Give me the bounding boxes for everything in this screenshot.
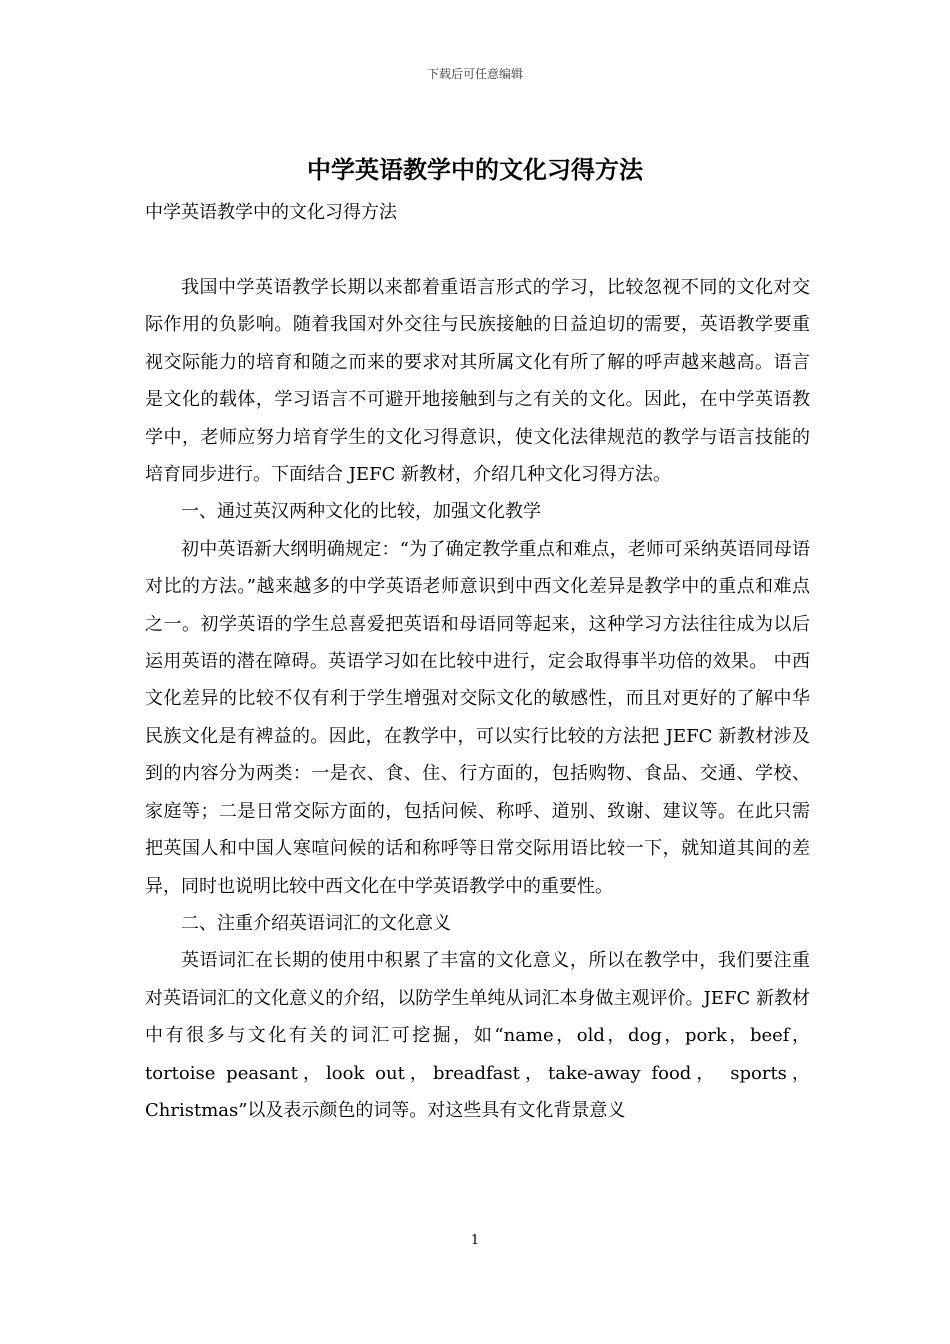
page-number: 1 [470,1233,480,1248]
section-2-paragraph: 英语词汇在长期的使用中积累了丰富的文化意义，所以在教学中，我们要注重对英语词汇的文化意义的介绍，以防学生单纯从词汇本身做主观评价。JEFC 新教材中有很多与文化有关的词汇可挖掘，如“name，old，dog，pork，beef，tortoise peasant，look out，breadfast，take-away food， sports，Christmas”以及表示颜色的词等。对这些具有文化背景意义 [145,950,810,1121]
header-note: 下载后可任意编辑 [426,67,523,81]
section-heading-1: 一、通过英汉两种文化的比较，加强文化教学 [181,501,541,523]
section-heading-2: 二、注重介绍英语词汇的文化意义 [181,912,451,934]
document-body [145,269,810,1129]
document-title: 中学英语教学中的文化习得方法 [307,155,643,184]
intro-paragraph: 我国中学英语教学长期以来都着重语言形式的学习，比较忽视不同的文化对交际作用的负影响。随着我国对外交往与民族接触的日益迫切的需要，英语教学要重视交际能力的培育和随之而来的要求对其所属文化有所了解的呼声越来越高。语言是文化的载体，学习语言不可避开地接触到与之有关的文化。因此，在中学英语教学中，老师应努力培育学生的文化习得意识，使文化法律规范的教学与语言技能的培育同步进行。下面结合 JEFC 新教材，介绍几种文化习得方法。 [145,277,810,486]
document-subtitle: 中学英语教学中的文化习得方法 [145,202,397,223]
section-1-paragraph: 初中英语新大纲明确规定：“为了确定教学重点和难点，老师可采纳英语同母语对比的方法。”越来越多的中学英语老师意识到中西文化差异是教学中的重点和难点之一。初学英语的学生总喜爱把英语和母语同等起来，这种学习方法往往成为以后运用英语的潜在障碍。英语学习如在比较中进行，定会取得事半功倍的效果。 中西文化差异的比较不仅有利于学生增强对交际文化的敏感性，而且对更好的了解中华民族文化是有裨益的。因此，在教学中，可以实行比较的方法把 JEFC 新教材涉及到的内容分为两类：一是衣、食、住、行方面的，包括购物、食品、交通、学校、家庭等；二是日常交际方面的，包括问候、称呼、道别、致谢、建议等。在此只需把英国人和中国人寒喧问候的话和称呼等日常交际用语比较一下，就知道其间的差异，同时也说明比较中西文化在中学英语教学中的重要性。 [145,538,810,897]
